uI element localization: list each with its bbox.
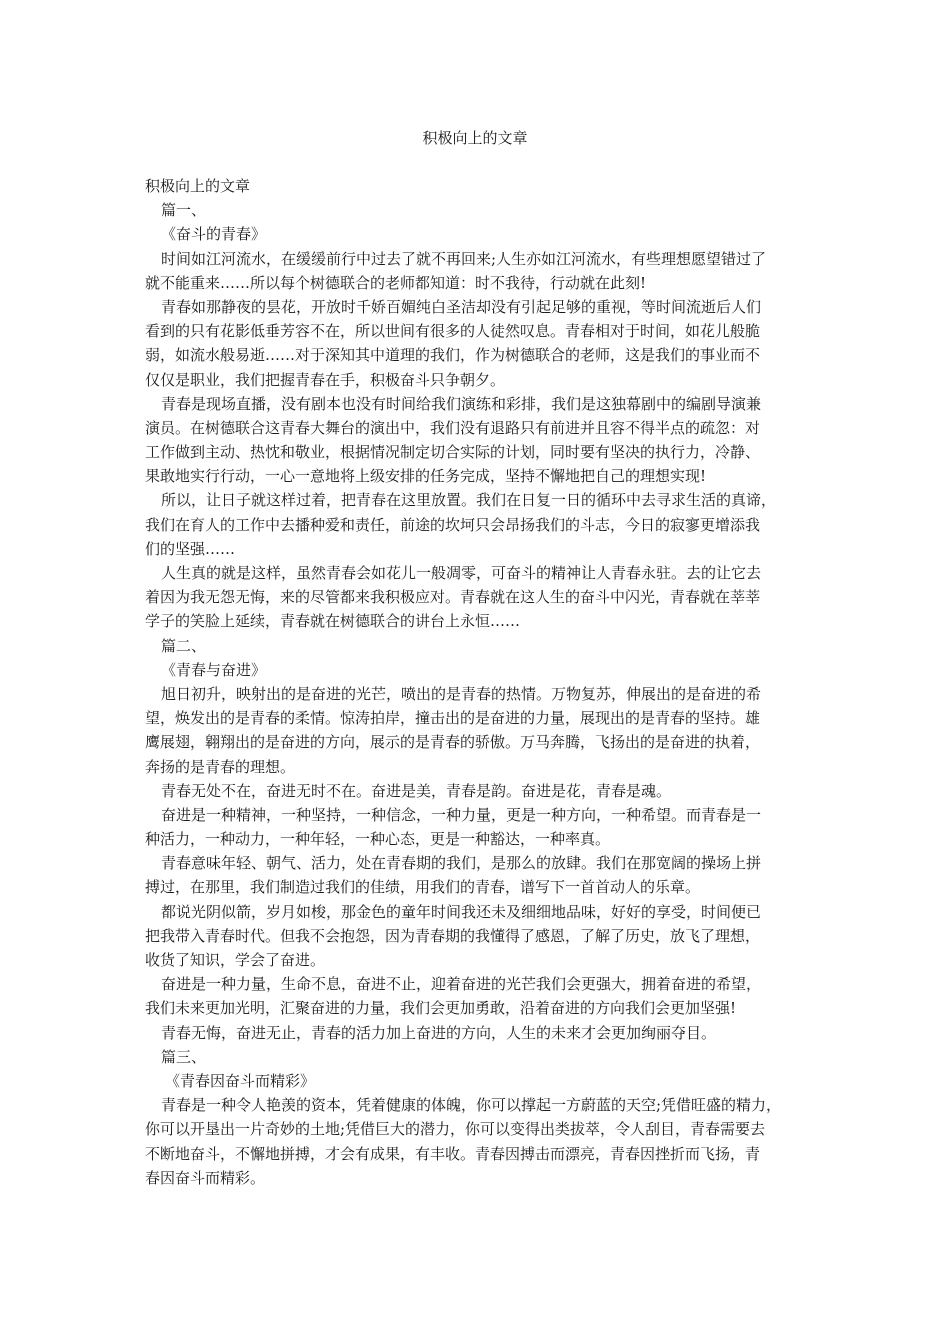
text-line: 着因为我无怨无悔，来的尽管都来我积极应对。青春就在这人生的奋斗中闪光，青春就在莘莘 xyxy=(145,588,761,607)
text-line: 演员。在树德联合这青春大舞台的演出中，我们没有退路只有前进并且容不得半点的疏忽：对 xyxy=(145,418,761,437)
text-line: 奔扬的是青春的理想。 xyxy=(145,757,296,776)
text-line: 工作做到主动、热忱和敬业，根据情况制定切合实际的计划，同时要有坚决的执行力，冷静、 xyxy=(145,443,761,462)
text-line: 青春意味年轻、朝气、活力，处在青春期的我们，是那么的放肆。我们在那宽阔的操场上拼 xyxy=(161,854,762,873)
text-line: 青春如那静夜的昙花，开放时千娇百媚纯白圣洁却没有引起足够的重视，等时间流逝后人们 xyxy=(161,297,762,316)
text-line: 积极向上的文章 xyxy=(145,177,251,195)
text-line: 篇二、 xyxy=(161,636,207,655)
text-line: 种活力，一种动力，一种年轻，一种心态，更是一种豁达，一种率真。 xyxy=(145,830,611,849)
text-line: 人生真的就是这样，虽然青春会如花儿一般凋零，可奋斗的精神让人青春永驻。去的让它去 xyxy=(161,564,762,582)
text-line: 就不能重来……所以每个树德联合的老师都知道：时不我待，行动就在此刻! xyxy=(145,273,647,292)
text-line: 收货了知识，学会了奋进。 xyxy=(145,951,326,969)
text-line: 奋进是一种力量，生命不息，奋进不止，迎着奋进的光芒我们会更强大，拥着奋进的希望， xyxy=(161,975,762,994)
text-line: 时间如江河流水，在缓缓前行中过去了就不再回来;人生亦如江河流水，有些理想愿望错过了 xyxy=(161,249,767,268)
text-line: 望，焕发出的是青春的柔情。惊涛拍岸，撞击出的是奋进的力量，展现出的是青春的坚持。雄 xyxy=(145,709,761,728)
text-line: 《青春与奋进》 xyxy=(161,660,267,679)
text-line: 看到的只有花影低垂芳容不在，所以世间有很多的人徒然叹息。青春相对于时间，如花儿般脆 xyxy=(145,322,761,341)
text-line: 学子的笑脸上延续，青春就在树德联合的讲台上永恒…… xyxy=(145,612,521,631)
text-line: 所以，让日子就这样过着，把青春在这里放置。我们在日复一日的循环中去寻求生活的真谛， xyxy=(161,491,777,510)
text-line: 奋进是一种精神，一种坚持，一种信念，一种力量，更是一种方向，一种希望。而青春是一 xyxy=(161,805,762,824)
text-line: 青春是一种令人艳羡的资本，凭着健康的体魄，你可以撑起一方蔚蓝的天空;凭借旺盛的精力， xyxy=(161,1096,782,1115)
text-line: 把我带入青春时代。但我不会抱怨，因为青春期的我懂得了感恩，了解了历史，放飞了理想， xyxy=(145,926,761,945)
document-body xyxy=(145,174,813,1190)
text-line: 篇三、 xyxy=(161,1047,207,1066)
text-line: 果敢地实行行动，一心一意地将上级安排的任务完成，坚持不懈地把自己的理想实现! xyxy=(145,467,707,486)
text-line: 仅仅是职业，我们把握青春在手，积极奋斗只争朝夕。 xyxy=(145,370,506,389)
text-line: 《奋斗的青春》 xyxy=(161,225,267,244)
text-line: 青春无处不在，奋进无时不在。奋进是美，青春是韵。奋进是花，青春是魂。 xyxy=(161,781,672,800)
text-line: 我们未来更加光明，汇聚奋进的力量，我们会更加勇敢，沿着奋进的方向我们会更加坚强! xyxy=(145,999,737,1018)
text-line: 鹰展翅，翱翔出的是奋进的方向，展示的是青春的骄傲。万马奔腾，飞扬出的是奋进的执着， xyxy=(145,733,761,752)
text-line: 春因奋斗而精彩。 xyxy=(145,1168,266,1187)
document-title: 积极向上的文章 xyxy=(422,129,528,147)
text-line: 青春无悔，奋进无止，青春的活力加上奋进的方向，人生的未来才会更加绚丽夺目。 xyxy=(161,1023,717,1042)
text-line: 们的坚强…… xyxy=(145,539,236,558)
text-line: 《青春因奋斗而精彩》 xyxy=(165,1071,316,1090)
text-line: 旭日初升，映射出的是奋进的光芒，喷出的是青春的热情。万物复苏，伸展出的是奋进的希 xyxy=(161,684,762,703)
text-line: 篇一、 xyxy=(161,201,207,220)
text-line: 搏过，在那里，我们制造过我们的佳绩，用我们的青春，谱写下一首首动人的乐章。 xyxy=(145,878,701,897)
text-line: 不断地奋斗，不懈地拼搏，才会有成果，有丰收。青春因搏击而漂亮，青春因挫折而飞扬，青 xyxy=(145,1144,761,1163)
text-line: 你可以开垦出一片奇妙的土地;凭借巨大的潜力，你可以变得出类拔萃，令人刮目，青春需要去 xyxy=(145,1120,766,1139)
text-line: 弱，如流水般易逝……对于深知其中道理的我们，作为树德联合的老师，这是我们的事业而不 xyxy=(145,346,761,365)
text-line: 青春是现场直播，没有剧本也没有时间给我们演练和彩排，我们是这独幕剧中的编剧导演兼 xyxy=(161,394,762,413)
text-line: 都说光阴似箭，岁月如梭，那金色的童年时间我还未及细细地品味，好好的享受，时间便已 xyxy=(161,902,762,921)
text-line: 我们在育人的工作中去播种爱和责任，前途的坎坷只会昂扬我们的斗志，今日的寂寥更增添我 xyxy=(145,515,761,534)
